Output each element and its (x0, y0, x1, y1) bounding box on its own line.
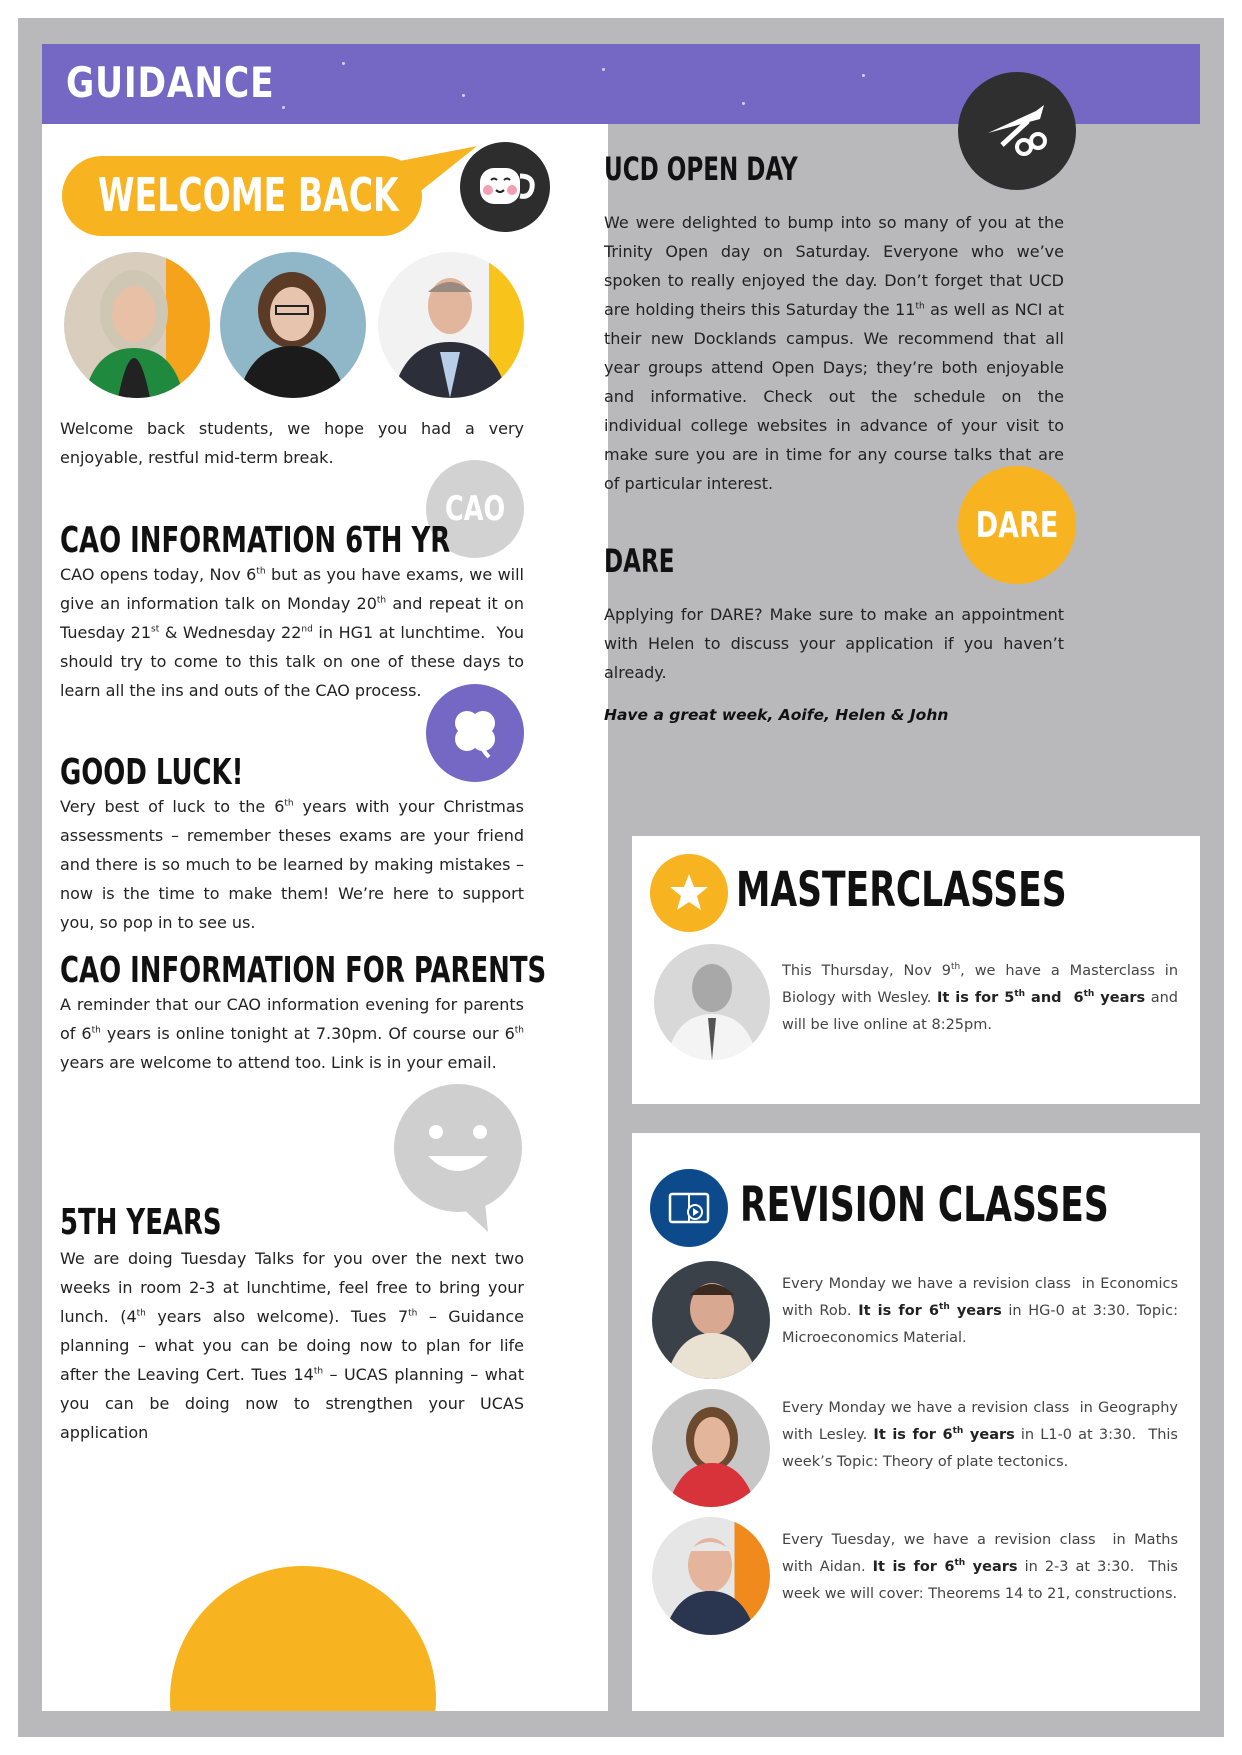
welcome-title: WELCOME BACK (98, 168, 399, 222)
staff-photo-helen (220, 252, 366, 398)
sun-decoration-icon (170, 1566, 436, 1711)
ucd-open-day-heading: UCD OPEN DAY (604, 150, 798, 188)
revision-item-geography: Every Monday we have a revision class in Geography with Lesley. It is for 6th years in L1-0 at 3:30. This week’s Topic: Theory of plate tectonics. (782, 1400, 1178, 1470)
revision-item-economics: Every Monday we have a revision class in Economics with Rob. It is for 6th years in HG-0 at 3:30. Topic: Microeconomics Material. (782, 1276, 1178, 1346)
revision-item-maths: Every Tuesday, we have a revision class in Maths with Aidan. It is for 6th years in 2-3 at 3:30. This week we will cover: Theorems 14 to 21, constructions. (782, 1532, 1178, 1602)
staff-photo-aoife (64, 252, 210, 398)
page-title: GUIDANCE (66, 58, 275, 107)
cao-parents-body: A reminder that our CAO information evening for parents of 6th years is online tonight at 7.30pm. Of course our 6th years are welcome to attend too. Link is in your email. (60, 995, 525, 1072)
revision-classes-heading: REVISION CLASSES (740, 1177, 1109, 1233)
masterclass-teacher-photo (654, 944, 770, 1060)
good-luck-body: Very best of luck to the 6th years with your Christmas assessments – remember theses exams are your friend and there is so much to be learned by making mistakes – now is the time to make them! We’re here to support you, so pop in to see us. (60, 797, 524, 932)
signoff: Have a great week, Aoife, Helen & John (604, 706, 949, 724)
cao-parents-heading: CAO INFORMATION FOR PARENTS (60, 950, 547, 991)
dare-badge-icon: DARE (958, 466, 1076, 584)
right-column-top (604, 124, 1200, 824)
good-luck-heading: GOOD LUCK! (60, 752, 244, 793)
masterclasses-body: This Thursday, Nov 9th, we have a Masterclass in Biology with Wesley. It is for 5th and 6th years and will be live online at 8:25pm. (782, 962, 1179, 1033)
star-icon (650, 854, 728, 932)
newsletter-page (18, 18, 1224, 1737)
scissors-icon (958, 72, 1076, 190)
smiley-bubble-icon (388, 1084, 528, 1234)
revision-book-icon (650, 1169, 728, 1247)
shamrock-icon (426, 684, 524, 782)
dare-body: Applying for DARE? Make sure to make an appointment with Helen to discuss your application if you haven’t already. (604, 605, 1064, 682)
cao-6th-heading: CAO INFORMATION 6TH YR (60, 520, 451, 561)
revision-teacher-photo-rob (652, 1261, 770, 1379)
dare-heading: DARE (604, 542, 675, 580)
left-column (42, 124, 608, 1711)
fifth-years-heading: 5TH YEARS (60, 1202, 222, 1243)
coffee-cup-icon (460, 142, 550, 232)
masterclasses-card (632, 836, 1200, 1104)
revision-teacher-photo-aidan (652, 1517, 770, 1635)
masterclasses-heading: MASTERCLASSES (736, 862, 1067, 918)
ucd-open-day-body: We were delighted to bump into so many of you at the Trinity Open day on Saturday. Everyone who we’ve spoken to really enjoyed the day. Don’t forget that UCD are holding theirs this Saturday the 11th as well as NCI at their new Docklands campus. We recommend that all year groups attend Open Days; they’re both enjoyable and informative. Check out the schedule on the individual college websites in advance of your visit to make sure you are in time for any course talks that are of particular interest. (604, 213, 1065, 493)
staff-photo-john (378, 252, 524, 398)
fifth-years-body: We are doing Tuesday Talks for you over the next two weeks in room 2-3 at lunchtime, feel free to bring your lunch. (4th years also welcome). Tues 7th – Guidance planning – what you can be doing now to plan for life after the Leaving Cert. Tues 14th – UCAS planning – what you can be doing now to strengthen your UCAS application (60, 1249, 524, 1442)
revision-classes-card (632, 1133, 1200, 1711)
cao-badge-icon: CAO (426, 460, 524, 558)
welcome-intro: Welcome back students, we hope you had a very enjoyable, restful mid-term break. (60, 419, 524, 467)
revision-teacher-photo-lesley (652, 1389, 770, 1507)
cao-6th-body: CAO opens today, Nov 6th but as you have exams, we will give an information talk on Monday 20th and repeat it on Tuesday 21st & Wednesday 22nd in HG1 at lunchtime. You should try to come to this talk on one of these days to learn all the ins and outs of the CAO process. (60, 565, 524, 700)
